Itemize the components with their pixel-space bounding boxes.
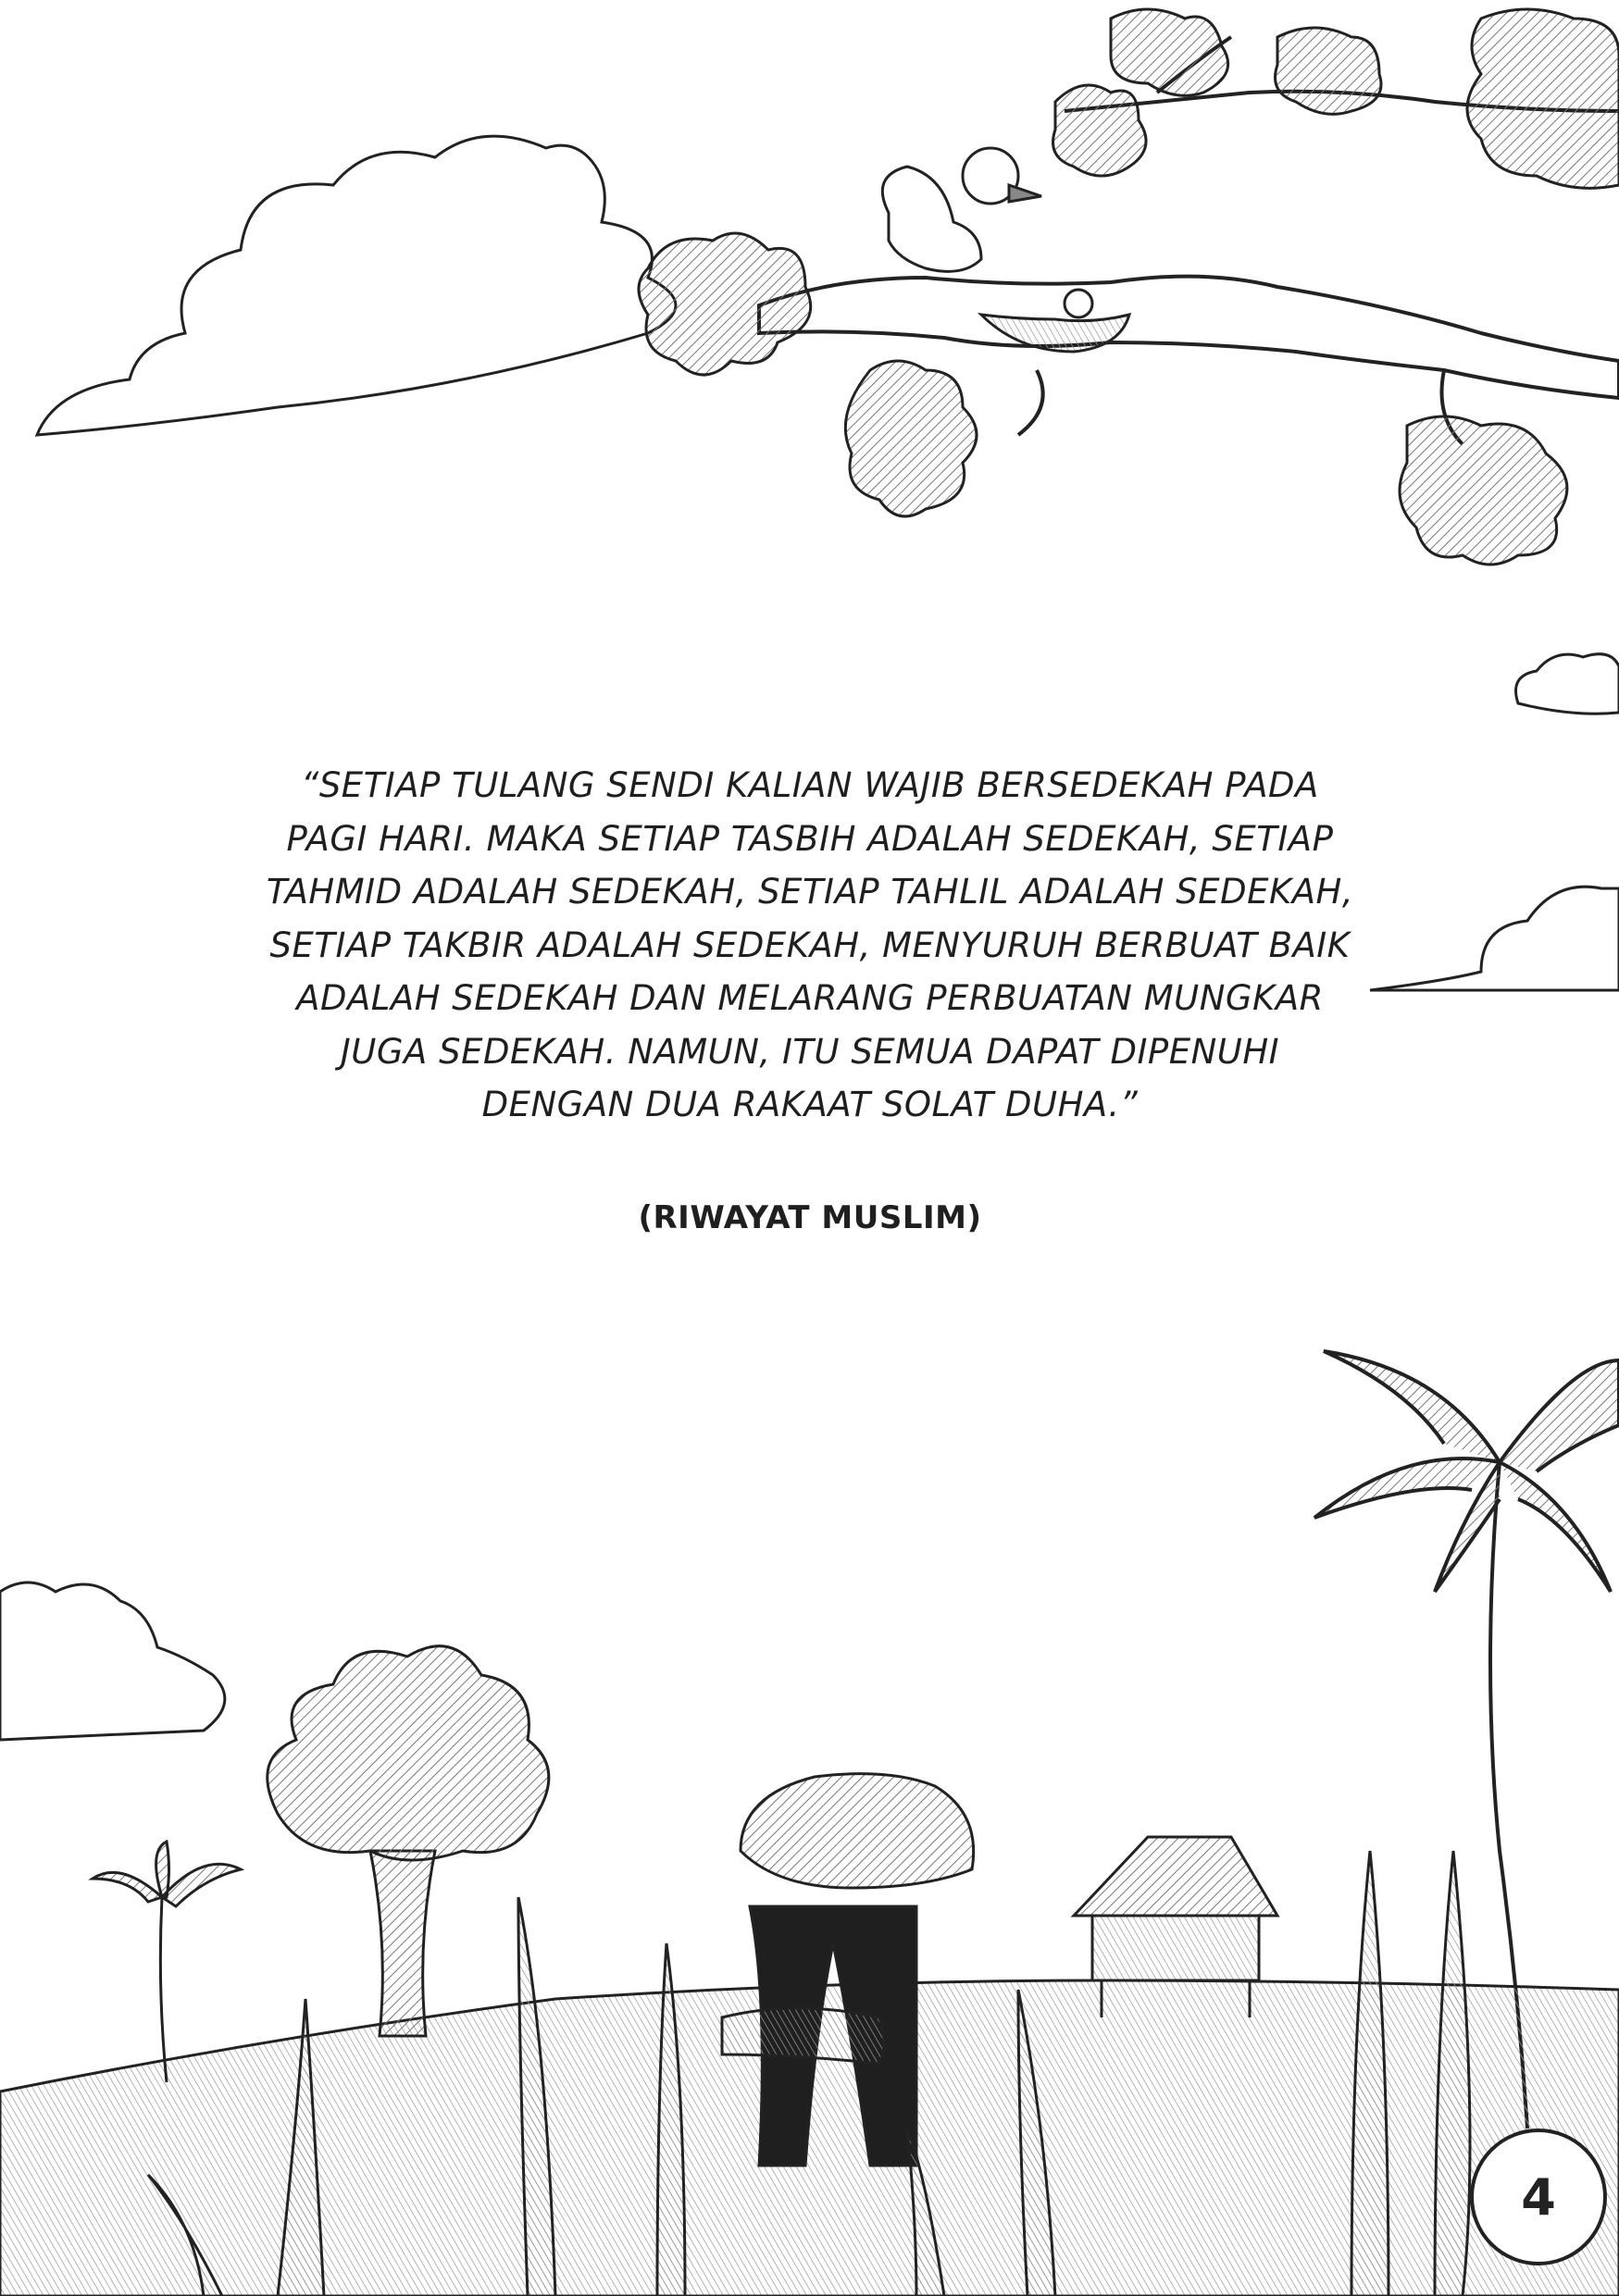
cloud-top-left	[37, 136, 676, 435]
hadith-quote	[259, 759, 1361, 1132]
cloud-right-small	[1370, 654, 1619, 990]
quote-line: JUGA SEDEKAH. NAMUN, ITU SEMUA DAPAT DIPENUHI	[340, 1031, 1280, 1072]
quote-line: PAGI HARI. MAKA SETIAP TASBIH ADALAH SEDEKAH, SETIAP	[286, 818, 1334, 859]
quote-line: SETIAP TAKBIR ADALAH SEDEKAH, MENYURUH BERBUAT BAIK	[269, 925, 1351, 965]
tree-left	[268, 1646, 549, 2036]
cloud-bottom-left	[0, 1582, 225, 1740]
quote-line: ADALAH SEDEKAH DAN MELARANG PERBUATAN MUNGKAR	[296, 978, 1324, 1018]
quote-line: TAHMID ADALAH SEDEKAH, SETIAP TAHLIL ADALAH SEDEKAH,	[266, 872, 1354, 912]
quote-source: (RIWAYAT MUSLIM)	[638, 1199, 982, 1236]
palm-tree-left	[93, 1842, 241, 2082]
bird	[882, 148, 1041, 271]
quote-line: DENGAN DUA RAKAAT SOLAT DUHA.”	[481, 1085, 1139, 1124]
quote-line: “SETIAP TULANG SENDI KALIAN WAJIB BERSEDEKAH PADA	[301, 765, 1319, 805]
page-number: 4	[1470, 2128, 1607, 2265]
